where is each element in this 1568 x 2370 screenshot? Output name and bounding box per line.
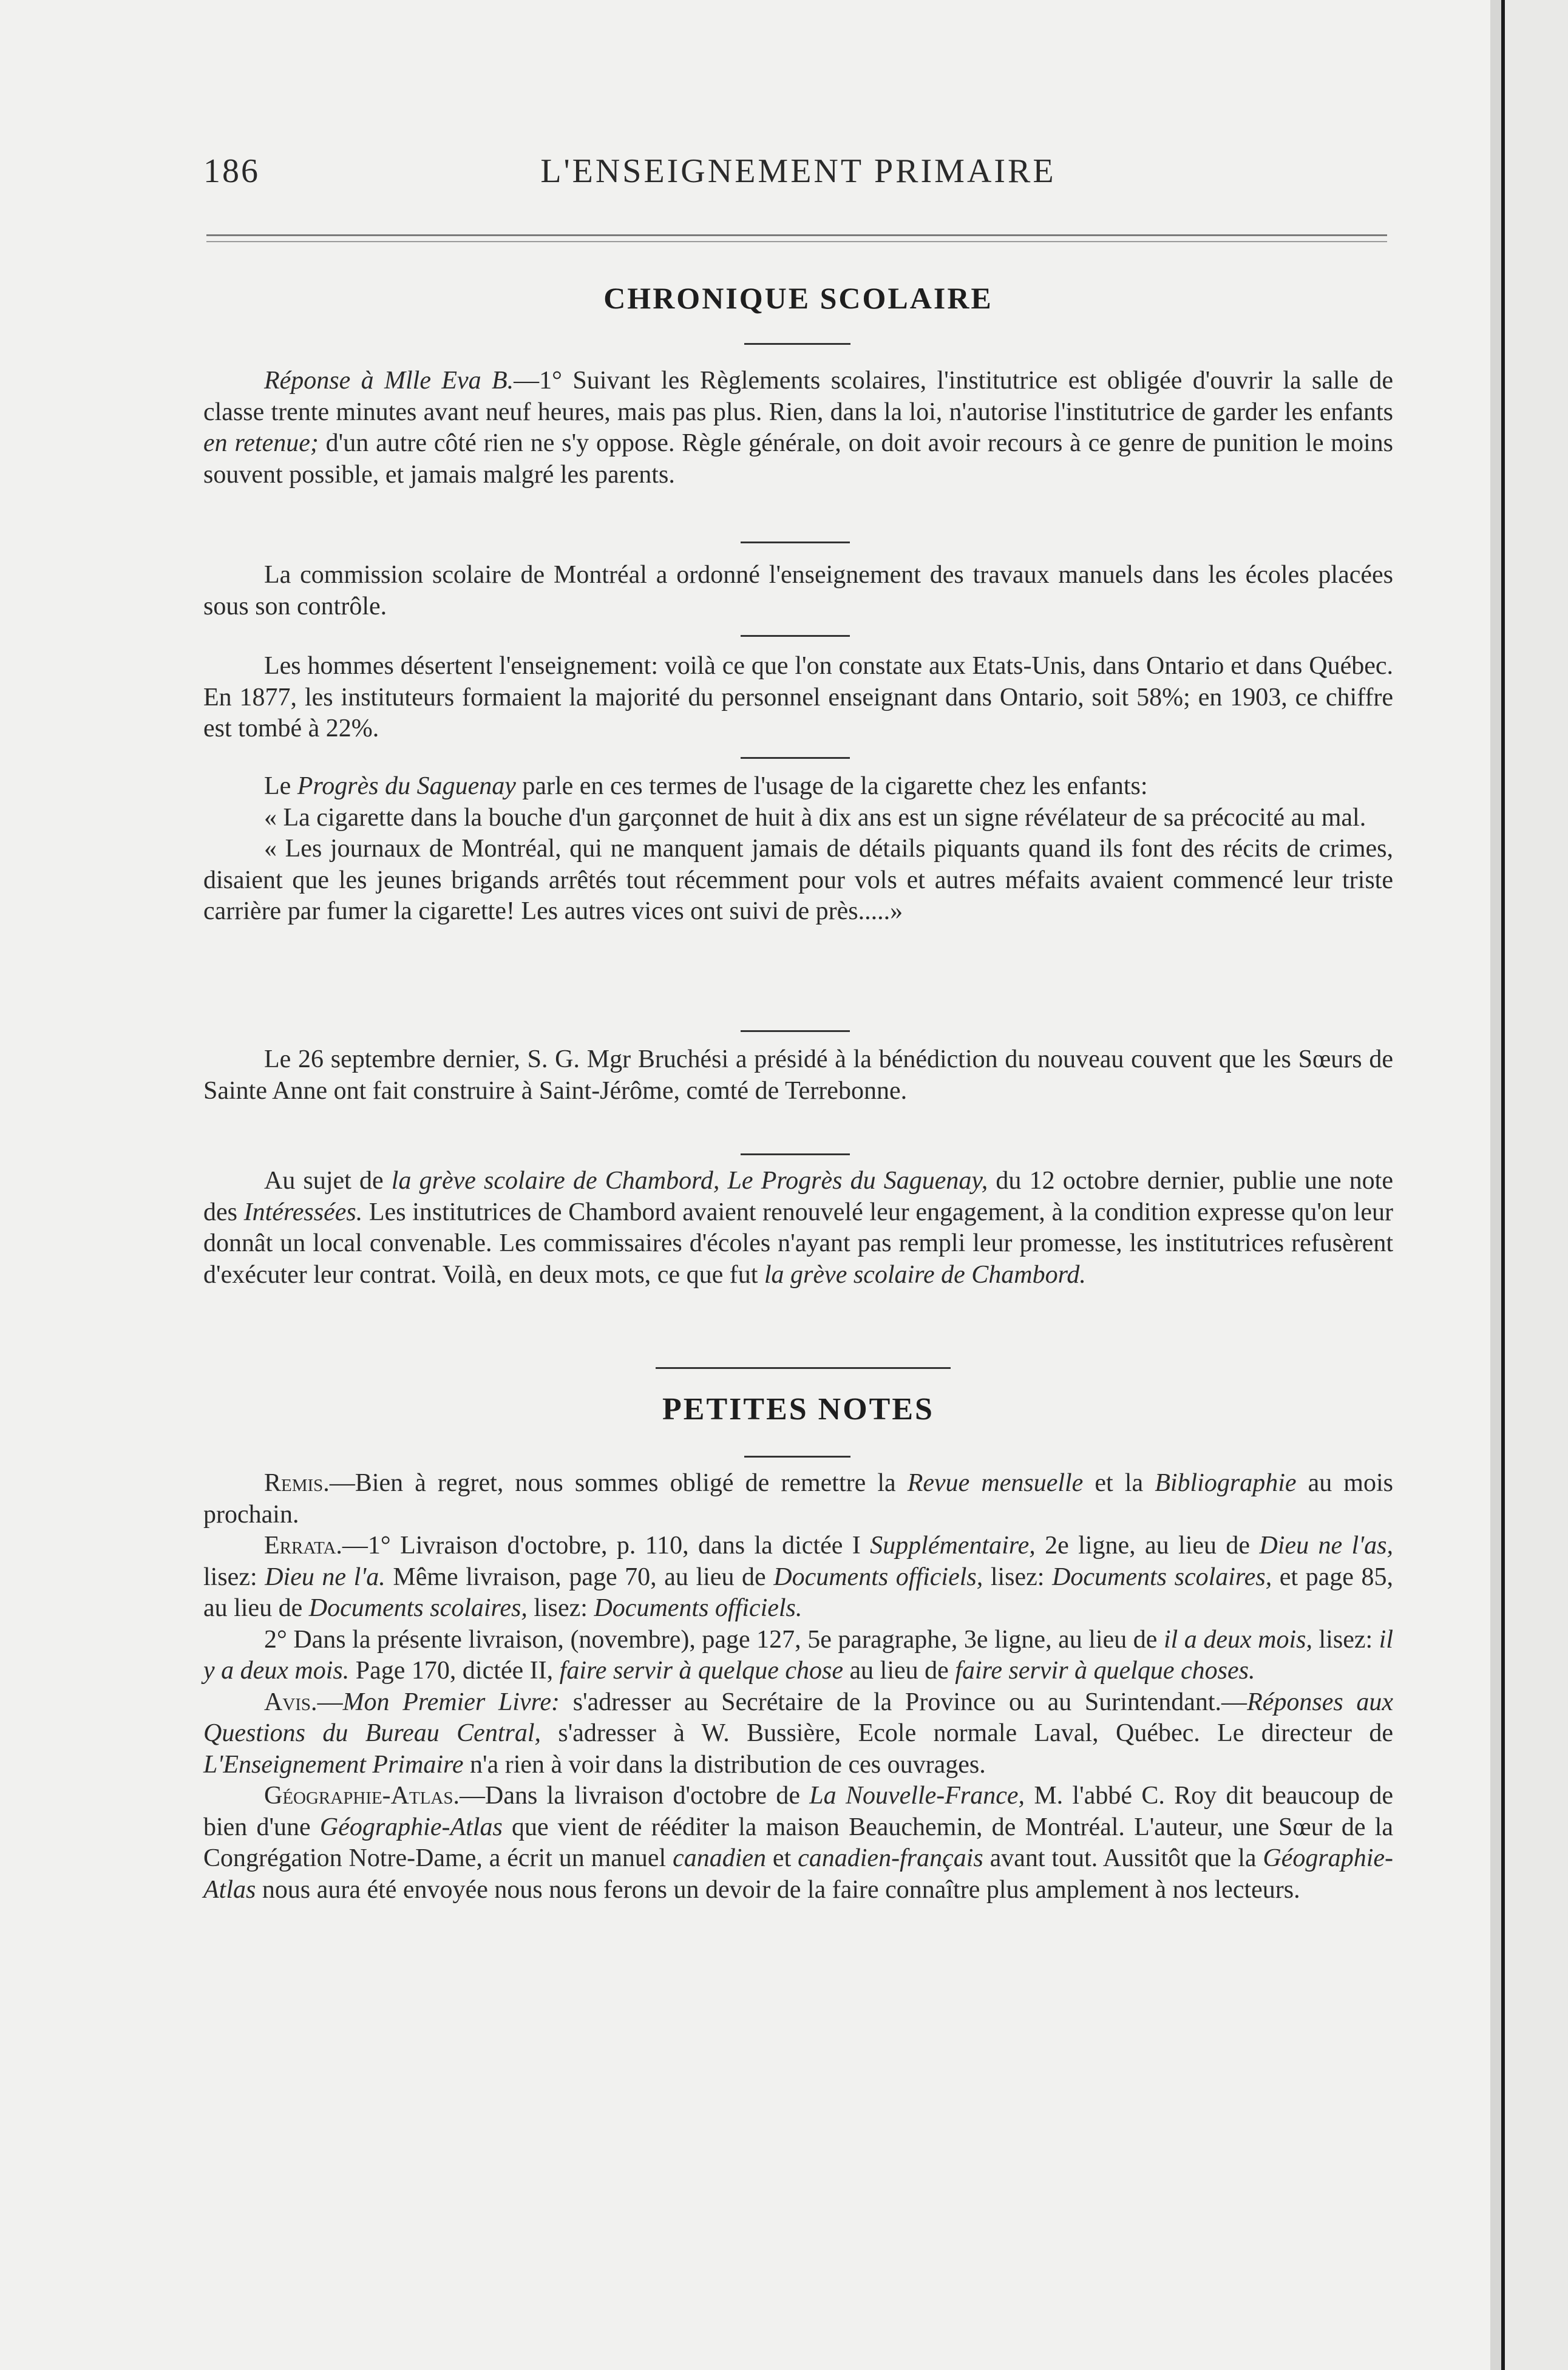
errata-em6: Documents scolaires, bbox=[308, 1594, 528, 1622]
remis-b: et la bbox=[1083, 1469, 1155, 1497]
p4-a: Le bbox=[264, 772, 297, 800]
chronique-p6 bbox=[203, 1166, 1393, 1291]
errata-c: lisez: bbox=[203, 1563, 265, 1591]
errata-em3: Dieu ne l'a. bbox=[265, 1563, 385, 1591]
separator-rule bbox=[741, 542, 850, 543]
page-number: 186 bbox=[203, 152, 260, 190]
errata2-c: Page 170, dictée II, bbox=[349, 1657, 560, 1685]
geo-d: et bbox=[766, 1844, 798, 1872]
note-geographie-atlas bbox=[203, 1781, 1393, 1906]
geo-f: nous aura été envoyée nous nous ferons un devoir de la faire connaître plus amplement à nos lecteurs. bbox=[256, 1875, 1300, 1904]
geo-em2: Géographie-Atlas bbox=[319, 1813, 503, 1841]
remis-em1: Revue mensuelle bbox=[907, 1469, 1084, 1497]
p4-quote-1: « La cigarette dans la bouche d'un garçonnet de huit à dix ans est un signe révélateur de sa précocité au mal. bbox=[264, 803, 1366, 832]
errata-em2: Dieu ne l'as, bbox=[1259, 1532, 1393, 1560]
p4-quote-2: « Les journaux de Montréal, qui ne manquent jamais de détails piquants quand ils font des récits de crimes, disaient que les jeunes brigands arrêtés tout récemment pour vols et autres méfaits avaient commencé leur triste carrière par fumer la cigarette! Les autres vices ont suivi de près.....» bbox=[203, 835, 1393, 925]
geo-a: —Dans la livraison d'octobre de bbox=[459, 1782, 810, 1810]
geo-c: que vient de rééditer la maison Beauchemin, de Montréal. L'auteur, une Sœur de la Congrégation Notre-Dame, a écrit un manuel bbox=[203, 1813, 1393, 1872]
p6-em2: Intéressées. bbox=[243, 1198, 363, 1226]
adjacent-page bbox=[1501, 0, 1568, 2370]
avis-c: s'adresser à W. Bussière, Ecole normale Laval, Québec. Le directeur de bbox=[541, 1719, 1394, 1747]
errata-em4: Documents officiels, bbox=[773, 1563, 983, 1591]
remis-c: au mois prochain. bbox=[203, 1469, 1393, 1529]
section-title-petites-notes: PETITES NOTES bbox=[662, 1392, 934, 1427]
title-rule bbox=[744, 1456, 850, 1458]
errata2-em2: il y a deux mois. bbox=[203, 1625, 1394, 1685]
note-errata bbox=[203, 1530, 1393, 1625]
errata2-d: au lieu de bbox=[843, 1657, 955, 1685]
page-header bbox=[203, 152, 1393, 200]
chronique-p2 bbox=[203, 560, 1393, 622]
chronique-p5 bbox=[203, 1044, 1393, 1107]
note-avis bbox=[203, 1687, 1393, 1781]
title-rule bbox=[744, 343, 850, 345]
avis-a: — bbox=[317, 1688, 343, 1716]
separator-rule bbox=[741, 1030, 850, 1032]
p6-c: Les institutrices de Chambord avaient renouvelé leur engagement, à la condition expresse qu'on leur donnât un local convenable. Les commissaires d'écoles n'ayant pas rempli leur promesse, les institutrices refusèrent d'exécuter leur contrat. Voilà, en deux mots, ce que fut bbox=[203, 1198, 1393, 1289]
geo-b: M. l'abbé C. Roy dit beaucoup de bien d'une bbox=[203, 1782, 1393, 1841]
errata-label: Errata. bbox=[264, 1532, 342, 1560]
section-title-chronique: CHRONIQUE SCOLAIRE bbox=[603, 281, 993, 315]
avis-b: s'adresser au Secrétaire de la Province ou au Surintendant.— bbox=[560, 1688, 1247, 1716]
errata-f: et page 85, au lieu de bbox=[203, 1563, 1394, 1622]
geo-em1: La Nouvelle-France, bbox=[809, 1782, 1025, 1810]
p2-text: La commission scolaire de Montréal a ordonné l'enseignement des travaux manuels dans les écoles placées sous son contrôle. bbox=[203, 561, 1393, 620]
remis-em2: Bibliographie bbox=[1155, 1469, 1297, 1497]
p6-b: du 12 octobre dernier, publie une note des bbox=[203, 1167, 1393, 1226]
geo-label: Géographie-Atlas. bbox=[264, 1782, 460, 1810]
p4-em: Progrès du Saguenay bbox=[297, 772, 516, 800]
chronique-p3 bbox=[203, 651, 1393, 745]
note-errata-2 bbox=[203, 1625, 1393, 1687]
p6-em1: la grève scolaire de Chambord, Le Progrès du Saguenay, bbox=[391, 1167, 988, 1195]
errata-a: —1° Livraison d'octobre, p. 110, dans la dictée I bbox=[342, 1532, 871, 1560]
geo-em4: canadien-français bbox=[798, 1844, 983, 1872]
remis-label: Remis. bbox=[264, 1469, 330, 1497]
errata2-em1: il a deux mois, bbox=[1163, 1625, 1312, 1654]
p1-text: —1° Suivant les Règlements scolaires, l'institutrice est obligée d'ouvrir la salle de classe trente minutes avant neuf heures, mais pas plus. Rien, dans la loi, n'autorise l'institutrice de garder les enfants bbox=[203, 367, 1393, 426]
errata-em5: Documents scolaires, bbox=[1052, 1563, 1272, 1591]
p3-text: Les hommes désertent l'enseignement: voilà ce que l'on constate aux Etats-Unis, dans Ontario et dans Québec. En 1877, les instituteurs formaient la majorité du personnel enseignant dans Ontario, soit 58%; en 1903, ce chiffre est tombé à 22%. bbox=[203, 652, 1393, 742]
geo-em3: canadien bbox=[673, 1844, 767, 1872]
p5-text: Le 26 septembre dernier, S. G. Mgr Bruchési a présidé à la bénédiction du nouveau couvent que les Sœurs de Sainte Anne ont fait construire à Saint-Jérôme, comté de Terrebonne. bbox=[203, 1045, 1393, 1105]
avis-label: Avis. bbox=[264, 1688, 317, 1716]
note-remis bbox=[203, 1468, 1393, 1530]
remis-a: —Bien à regret, nous sommes obligé de remettre la bbox=[329, 1469, 908, 1497]
avis-d: n'a rien à voir dans la distribution de ces ouvrages. bbox=[463, 1750, 986, 1779]
errata-b: 2e ligne, au lieu de bbox=[1035, 1532, 1260, 1560]
running-title: L'ENSEIGNEMENT PRIMAIRE bbox=[540, 152, 1056, 190]
errata2-a: 2° Dans la présente livraison, (novembre), page 127, 5e paragraphe, 3e ligne, au lieu de bbox=[264, 1625, 1164, 1654]
section-divider-rule bbox=[656, 1367, 951, 1369]
errata-d: Même livraison, page 70, au lieu de bbox=[385, 1563, 774, 1591]
p4-b: parle en ces termes de l'usage de la cigarette chez les enfants: bbox=[515, 772, 1148, 800]
p1-em: en retenue; bbox=[203, 429, 319, 457]
errata2-b: lisez: bbox=[1312, 1625, 1379, 1654]
petites-notes-body bbox=[203, 1468, 1393, 1906]
errata-em1: Supplémentaire, bbox=[870, 1532, 1036, 1560]
p1-lead: Réponse à Mlle Eva B. bbox=[264, 367, 514, 395]
geo-e: avant tout. Aussitôt que la bbox=[983, 1844, 1263, 1872]
geo-em5: Géographie-Atlas bbox=[203, 1844, 1394, 1904]
p1-text2: d'un autre côté rien ne s'y oppose. Règle générale, on doit avoir recours à ce genre de punition le moins souvent possible, et jamais malgré les parents. bbox=[203, 429, 1393, 489]
p6-em3: la grève scolaire de Chambord. bbox=[764, 1260, 1086, 1289]
separator-rule bbox=[741, 635, 850, 637]
avis-em2: Réponses aux Questions du Bureau Central, bbox=[203, 1688, 1393, 1747]
errata-em7: Documents officiels. bbox=[594, 1594, 803, 1622]
avis-em1: Mon Premier Livre: bbox=[342, 1688, 560, 1716]
chronique-p1 bbox=[203, 365, 1393, 491]
header-rule bbox=[206, 234, 1387, 242]
chronique-p4 bbox=[203, 771, 1393, 928]
errata-e: lisez: bbox=[983, 1563, 1053, 1591]
errata-g: lisez: bbox=[527, 1594, 594, 1622]
errata2-em4: faire servir à quelque choses. bbox=[955, 1657, 1255, 1685]
avis-em3: L'Enseignement Primaire bbox=[203, 1750, 464, 1779]
page-edge bbox=[1490, 0, 1501, 2370]
separator-rule bbox=[741, 757, 850, 759]
p6-a: Au sujet de bbox=[264, 1167, 392, 1195]
separator-rule bbox=[741, 1153, 850, 1155]
errata2-em3: faire servir à quelque chose bbox=[559, 1657, 844, 1685]
